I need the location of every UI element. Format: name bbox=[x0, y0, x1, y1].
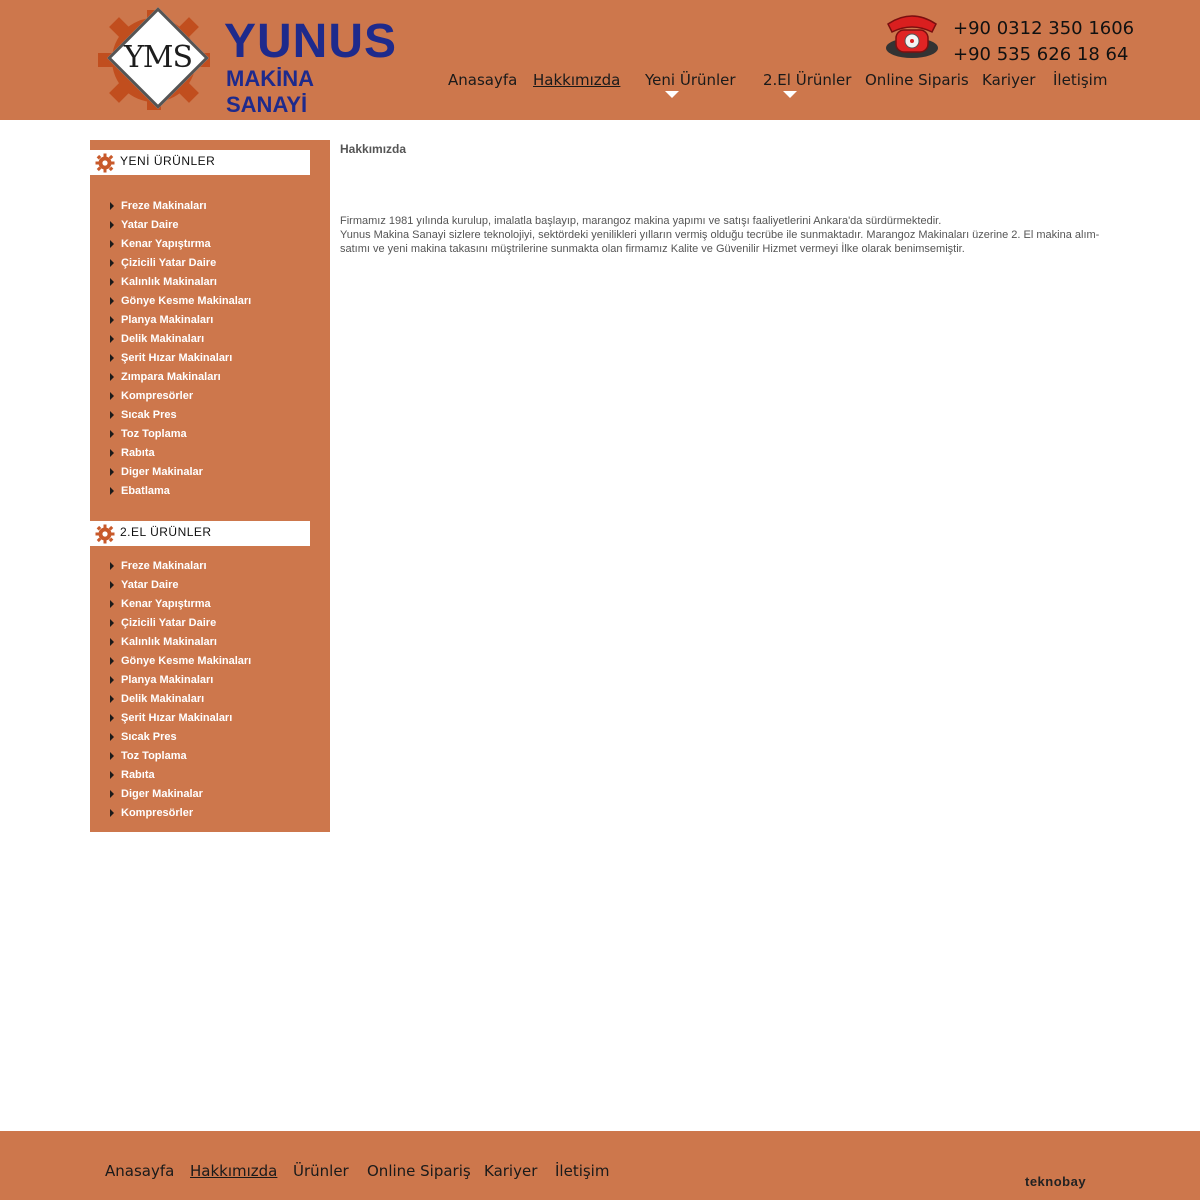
about-paragraph-1: Firmamız 1981 yılında kurulup, imalatla başlayıp, marangoz makina yapımı ve satışı faaliyetlerini Ankara'da sürdürmektedir. bbox=[340, 215, 942, 227]
nav-iletisim[interactable]: İletişim bbox=[1053, 71, 1108, 89]
bullet-arrow-icon bbox=[110, 316, 114, 324]
bullet-arrow-icon bbox=[110, 657, 114, 665]
phone-number-1[interactable]: +90 0312 350 1606 bbox=[953, 18, 1135, 39]
bullet-arrow-icon bbox=[110, 373, 114, 381]
site-footer bbox=[0, 1131, 1200, 1200]
used-product-item[interactable]: Sıcak Pres bbox=[110, 728, 320, 746]
used-product-item[interactable]: Gönye Kesme Makinaları bbox=[110, 652, 320, 670]
main-nav bbox=[0, 70, 1200, 100]
sidebar-heading-used-products bbox=[90, 521, 310, 546]
sidebar-heading-label: 2.EL ÜRÜNLER bbox=[120, 525, 212, 539]
nav-kariyer[interactable]: Kariyer bbox=[982, 71, 1036, 89]
used-product-item[interactable]: Kompresörler bbox=[110, 804, 320, 822]
bullet-arrow-icon bbox=[110, 449, 114, 457]
bullet-arrow-icon bbox=[110, 259, 114, 267]
bullet-arrow-icon bbox=[110, 468, 114, 476]
new-product-item[interactable]: Delik Makinaları bbox=[110, 330, 320, 348]
used-product-item[interactable]: Planya Makinaları bbox=[110, 671, 320, 689]
phone-number-2[interactable]: +90 535 626 18 64 bbox=[953, 44, 1129, 65]
new-product-item[interactable]: Sıcak Pres bbox=[110, 406, 320, 424]
site-header bbox=[0, 0, 1200, 120]
bullet-arrow-icon bbox=[110, 430, 114, 438]
sidebar-heading-label: YENİ ÜRÜNLER bbox=[120, 154, 216, 168]
bullet-arrow-icon bbox=[110, 790, 114, 798]
used-product-item[interactable]: Diger Makinalar bbox=[110, 785, 320, 803]
nav-hakkimizda[interactable]: Hakkımızda bbox=[533, 71, 621, 89]
bullet-arrow-icon bbox=[110, 581, 114, 589]
used-product-item[interactable]: Çizicili Yatar Daire bbox=[110, 614, 320, 632]
used-product-item[interactable]: Kalınlık Makinaları bbox=[110, 633, 320, 651]
used-product-item[interactable]: Kenar Yapıştırma bbox=[110, 595, 320, 613]
bullet-arrow-icon bbox=[110, 278, 114, 286]
new-product-item[interactable]: Freze Makinaları bbox=[110, 197, 320, 215]
nav-online-siparis[interactable]: Online Siparis bbox=[865, 71, 969, 89]
footer-iletisim[interactable]: İletişim bbox=[555, 1162, 610, 1180]
nav-anasayfa[interactable]: Anasayfa bbox=[448, 71, 518, 89]
sidebar bbox=[90, 140, 330, 832]
bullet-arrow-icon bbox=[110, 809, 114, 817]
bullet-arrow-icon bbox=[110, 619, 114, 627]
bullet-arrow-icon bbox=[110, 487, 114, 495]
new-product-item[interactable]: Rabıta bbox=[110, 444, 320, 462]
bullet-arrow-icon bbox=[110, 676, 114, 684]
bullet-arrow-icon bbox=[110, 695, 114, 703]
logo-brand-name: YUNUS bbox=[224, 15, 398, 68]
footer-hakkimizda[interactable]: Hakkımızda bbox=[190, 1162, 278, 1180]
sidebar-heading-new-products bbox=[90, 150, 310, 175]
gear-icon bbox=[95, 153, 115, 173]
footer-anasayfa[interactable]: Anasayfa bbox=[105, 1162, 175, 1180]
new-product-item[interactable]: Kalınlık Makinaları bbox=[110, 273, 320, 291]
bullet-arrow-icon bbox=[110, 752, 114, 760]
about-paragraph-2: Yunus Makina Sanayi sizlere teknolojiyi, sektördeki yenilikleri yılların vermiş olduğu tecrübe ile sunmaktadır. Marangoz Makinaları üzerine 2. El makina alım-satımı ve yeni makina takasını müştrilerine sunmakta olan firmamız Kalite ve Güvenilir Hizmet vermeyi İlke olarak benimsemiştir. bbox=[340, 229, 1100, 255]
bullet-arrow-icon bbox=[110, 202, 114, 210]
bullet-arrow-icon bbox=[110, 733, 114, 741]
nav-yeni-urunler[interactable]: Yeni Ürünler bbox=[645, 71, 736, 89]
new-product-item[interactable]: Kompresörler bbox=[110, 387, 320, 405]
used-product-item[interactable]: Freze Makinaları bbox=[110, 557, 320, 575]
nav-ikinci-el-urunler[interactable]: 2.El Ürünler bbox=[763, 71, 852, 89]
new-product-item[interactable]: Gönye Kesme Makinaları bbox=[110, 292, 320, 310]
bullet-arrow-icon bbox=[110, 771, 114, 779]
nav-ikinci-el-caret-icon bbox=[783, 91, 797, 98]
used-product-item[interactable]: Delik Makinaları bbox=[110, 690, 320, 708]
new-product-item[interactable]: Toz Toplama bbox=[110, 425, 320, 443]
bullet-arrow-icon bbox=[110, 638, 114, 646]
bullet-arrow-icon bbox=[110, 335, 114, 343]
bullet-arrow-icon bbox=[110, 411, 114, 419]
bullet-arrow-icon bbox=[110, 297, 114, 305]
footer-kariyer[interactable]: Kariyer bbox=[484, 1162, 538, 1180]
new-product-item[interactable]: Şerit Hızar Makinaları bbox=[110, 349, 320, 367]
nav-yeni-urunler-caret-icon bbox=[665, 91, 679, 98]
bullet-arrow-icon bbox=[110, 562, 114, 570]
about-text bbox=[340, 214, 1120, 256]
new-product-item[interactable]: Yatar Daire bbox=[110, 216, 320, 234]
logo-subtitle: MAKİNA SANAYİ bbox=[226, 66, 314, 117]
footer-urunler[interactable]: Ürünler bbox=[293, 1162, 349, 1180]
new-product-item[interactable]: Çizicili Yatar Daire bbox=[110, 254, 320, 272]
bullet-arrow-icon bbox=[110, 240, 114, 248]
used-product-item[interactable]: Yatar Daire bbox=[110, 576, 320, 594]
new-product-item[interactable]: Zımpara Makinaları bbox=[110, 368, 320, 386]
bullet-arrow-icon bbox=[110, 714, 114, 722]
bullet-arrow-icon bbox=[110, 354, 114, 362]
new-product-item[interactable]: Ebatlama bbox=[110, 482, 320, 500]
developer-credit-logo[interactable]: teknobay bbox=[1025, 1174, 1087, 1189]
bullet-arrow-icon bbox=[110, 392, 114, 400]
footer-online-siparis[interactable]: Online Sipariş bbox=[367, 1162, 471, 1180]
used-product-item[interactable]: Toz Toplama bbox=[110, 747, 320, 765]
gear-icon bbox=[95, 524, 115, 544]
used-product-item[interactable]: Rabıta bbox=[110, 766, 320, 784]
page-title: Hakkımızda bbox=[340, 142, 407, 156]
new-product-item[interactable]: Kenar Yapıştırma bbox=[110, 235, 320, 253]
bullet-arrow-icon bbox=[110, 600, 114, 608]
new-product-item[interactable]: Diger Makinalar bbox=[110, 463, 320, 481]
bullet-arrow-icon bbox=[110, 221, 114, 229]
used-product-item[interactable]: Şerit Hızar Makinaları bbox=[110, 709, 320, 727]
logo-mark: YMS bbox=[123, 40, 193, 75]
phone-icon bbox=[880, 10, 944, 60]
new-product-item[interactable]: Planya Makinaları bbox=[110, 311, 320, 329]
